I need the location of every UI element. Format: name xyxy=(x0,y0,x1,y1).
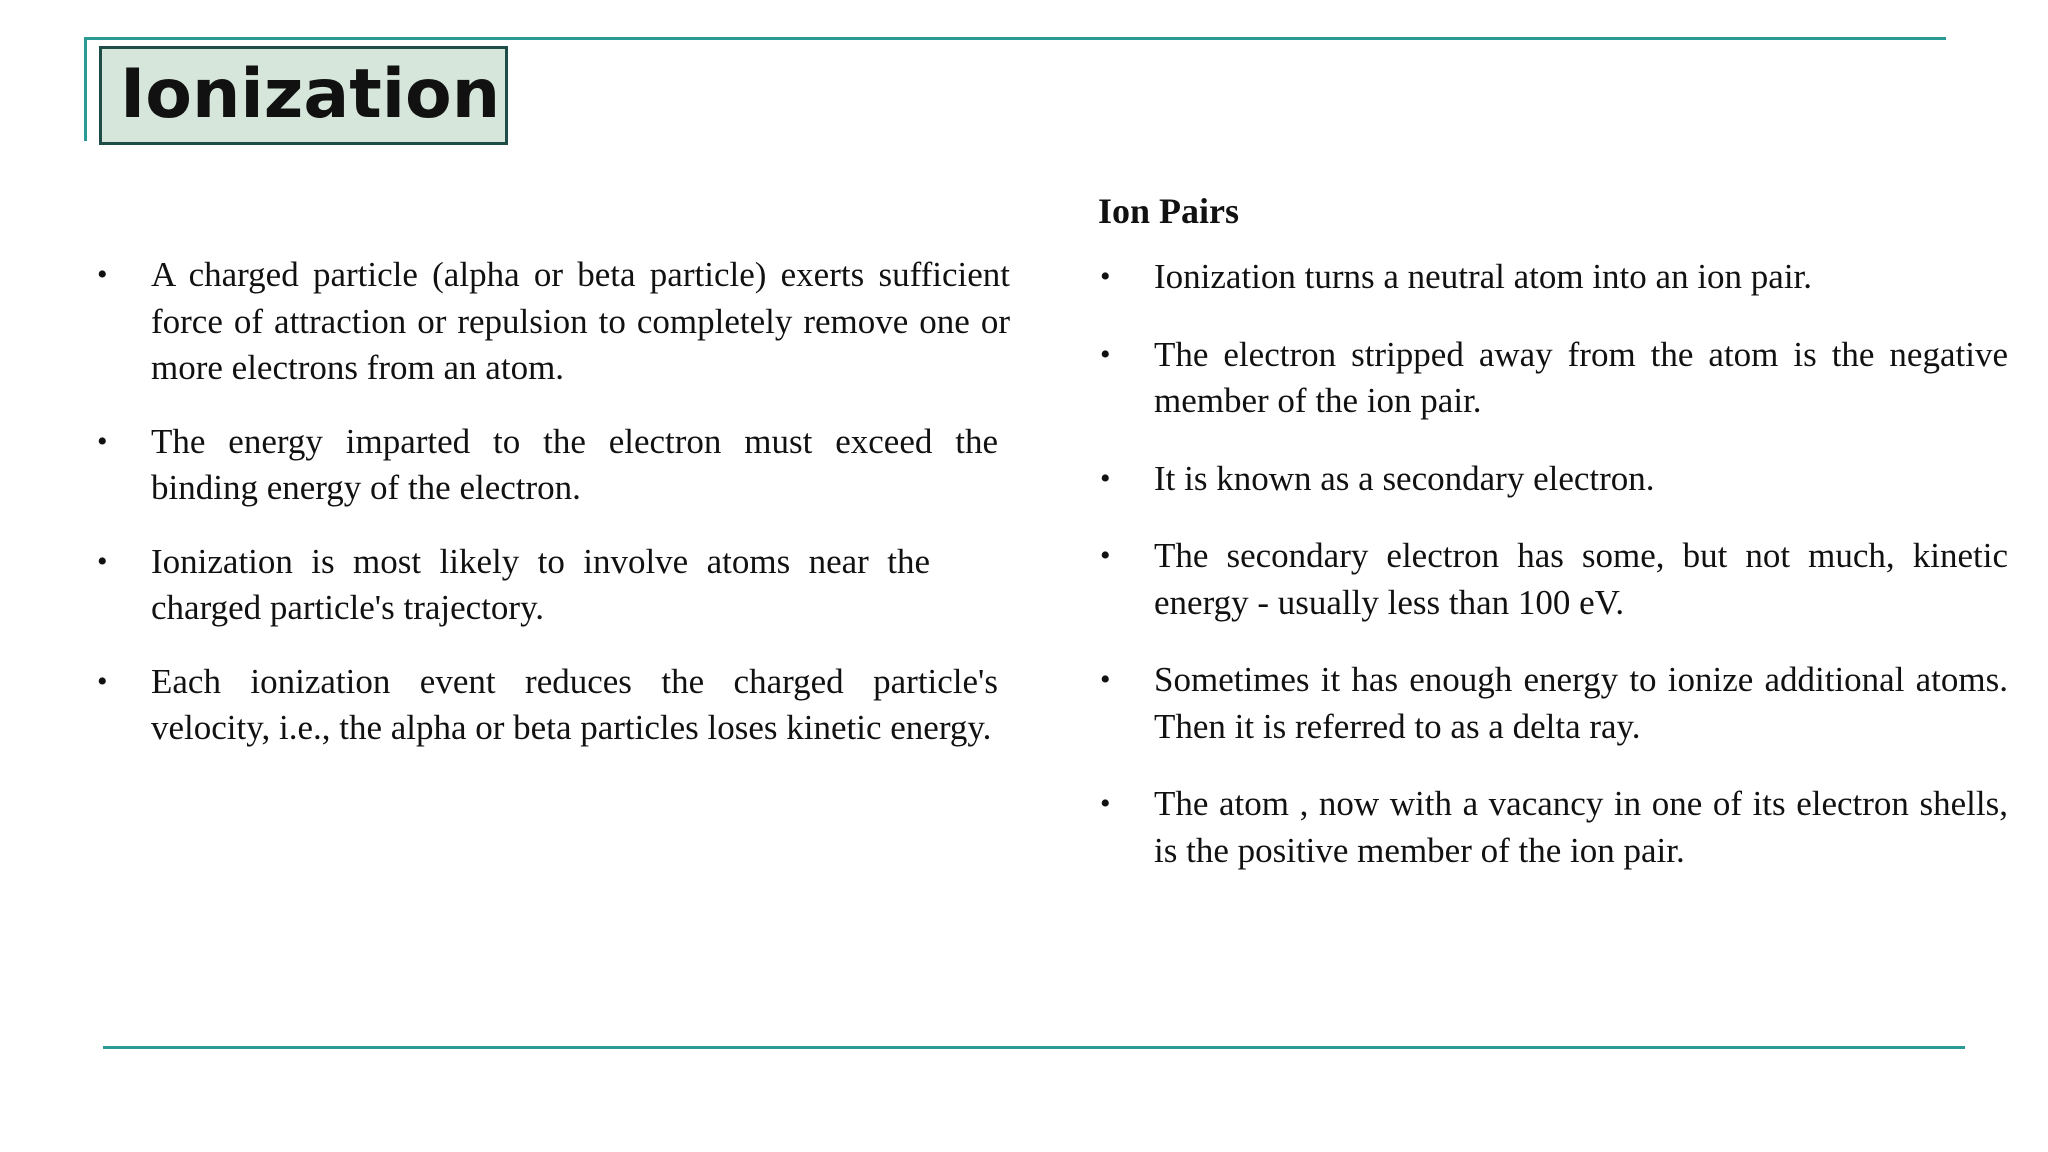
right-column xyxy=(1098,188,2008,905)
bullet-icon: • xyxy=(1100,787,1111,820)
right-bullet-item xyxy=(1098,254,2008,301)
right-bullet-text: The atom , now with a vacancy in one of its electron shells, is the positive member of the ion pair. xyxy=(1154,784,2008,870)
bullet-icon: • xyxy=(97,424,108,458)
left-bullet-text: The energy imparted to the electron must exceed the binding energy of the electron. xyxy=(151,421,998,507)
left-bullet-text: Ionization is most likely to involve atoms near the charged particle's trajectory. xyxy=(151,541,930,627)
bullet-icon: • xyxy=(97,664,108,698)
right-bullet-text: The electron stripped away from the atom is the negative member of the ion pair. xyxy=(1154,334,2008,420)
left-bullet-item xyxy=(95,659,1010,752)
bullet-icon: • xyxy=(97,258,108,291)
right-bullet-text: The secondary electron has some, but not much, kinetic energy - usually less than 100 eV. xyxy=(1154,536,2008,622)
bottom-rule xyxy=(103,1046,1965,1049)
bullet-icon: • xyxy=(1100,663,1111,696)
right-bullet-text: It is known as a secondary electron. xyxy=(1154,458,1655,498)
left-bullet-item xyxy=(95,252,1010,392)
top-rule xyxy=(84,37,1946,40)
slide-title: Ionization xyxy=(120,55,501,134)
bullet-icon: • xyxy=(1100,461,1111,495)
bullet-icon: • xyxy=(1100,539,1111,572)
left-column xyxy=(95,252,1010,779)
left-bullet-list xyxy=(95,252,1010,752)
right-bullet-item xyxy=(1098,332,2008,425)
left-bullet-item xyxy=(95,419,1010,512)
section-heading: Ion Pairs xyxy=(1098,191,1240,231)
right-bullet-item xyxy=(1098,657,2008,750)
right-bullet-item xyxy=(1098,533,2008,626)
title-box xyxy=(99,46,508,145)
bullet-icon: • xyxy=(1100,260,1111,293)
left-bullet-text: Each ionization event reduces the charged particle's velocity, i.e., the alpha or beta particles loses kinetic energy. xyxy=(151,661,998,747)
left-bullet-item xyxy=(95,539,1010,632)
right-bullet-item xyxy=(1098,781,2008,874)
bullet-icon: • xyxy=(1100,337,1111,371)
right-bullet-text: Ionization turns a neutral atom into an ion pair. xyxy=(1154,257,1813,296)
bullet-icon: • xyxy=(97,544,108,578)
right-bullet-list xyxy=(1098,254,2008,874)
left-bullet-text: A charged particle (alpha or beta particle) exerts sufficient force of attraction or repulsion to completely remove one or more electrons from an atom. xyxy=(151,255,1010,387)
right-bullet-item xyxy=(1098,456,2008,503)
left-rule xyxy=(84,37,87,141)
right-bullet-text: Sometimes it has enough energy to ionize additional atoms. Then it is referred to as a delta ray. xyxy=(1154,660,2008,746)
